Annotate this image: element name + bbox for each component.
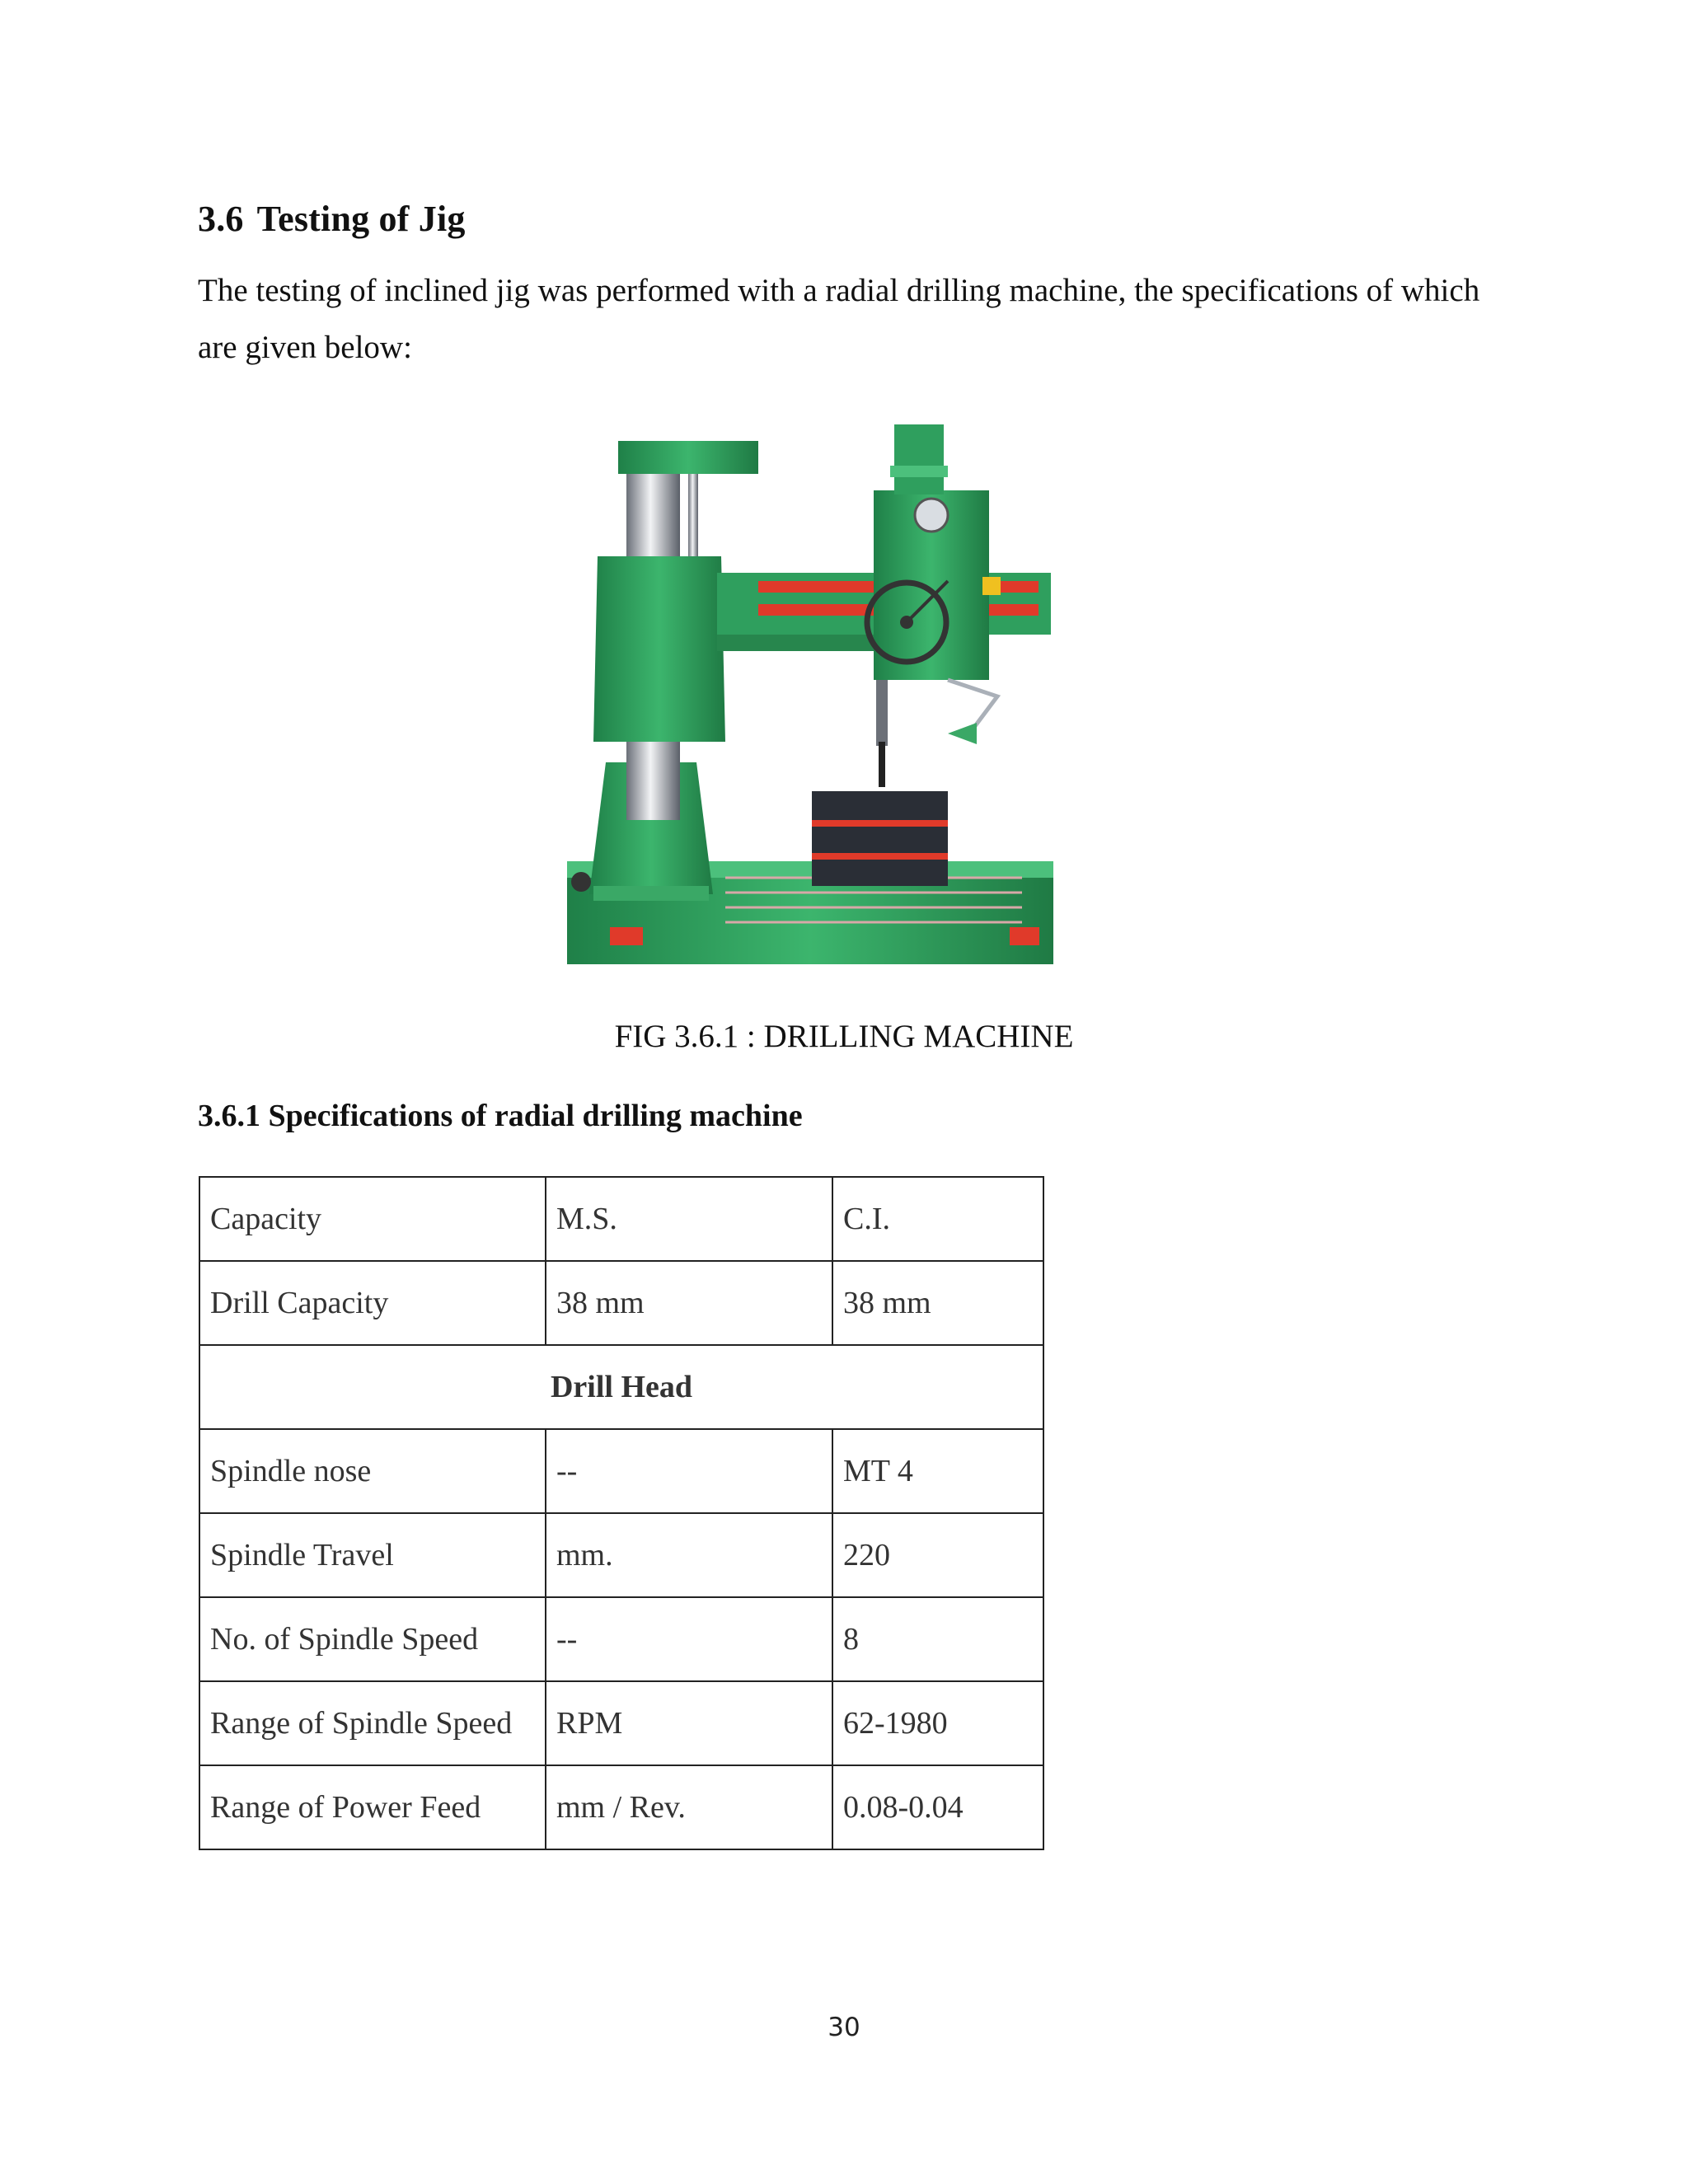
- figure-caption: FIG 3.6.1 : DRILLING MACHINE: [614, 1019, 1074, 1054]
- table-cell: M.S.: [546, 1177, 832, 1261]
- table-cell: 62-1980: [832, 1681, 1043, 1765]
- specifications-table: [199, 1176, 1044, 1850]
- drilling-machine-illustration: [560, 416, 1063, 977]
- table-cell: 0.08-0.04: [832, 1765, 1043, 1849]
- table-cell: Spindle Travel: [199, 1513, 546, 1597]
- table-section-header: Drill Head: [199, 1345, 1043, 1429]
- subsection-heading: 3.6.1 Specifications of radial drilling machine: [198, 1099, 803, 1133]
- table-cell: Spindle nose: [199, 1429, 546, 1513]
- table-row: [199, 1429, 1043, 1513]
- table-cell: No. of Spindle Speed: [199, 1597, 546, 1681]
- table-cell: mm.: [546, 1513, 832, 1597]
- table-cell: mm / Rev.: [546, 1765, 832, 1849]
- table-row: [199, 1765, 1043, 1849]
- table-cell: RPM: [546, 1681, 832, 1765]
- table-cell: --: [546, 1597, 832, 1681]
- section-number: 3.6: [198, 199, 244, 239]
- table-cell: Capacity: [199, 1177, 546, 1261]
- table-cell: 8: [832, 1597, 1043, 1681]
- table-section-row: [199, 1345, 1043, 1429]
- table-row: [199, 1681, 1043, 1765]
- table-cell: MT 4: [832, 1429, 1043, 1513]
- table-row: [199, 1261, 1043, 1345]
- table-cell: Range of Spindle Speed: [199, 1681, 546, 1765]
- table-cell: 220: [832, 1513, 1043, 1597]
- table-row: [199, 1513, 1043, 1597]
- intro-paragraph: The testing of inclined jig was performed with a radial drilling machine, the specifications of which are given below:: [198, 273, 1480, 365]
- table-cell: 38 mm: [546, 1261, 832, 1345]
- drilling-machine-figure: [560, 416, 1063, 977]
- table-row: [199, 1597, 1043, 1681]
- page-number: 30: [828, 2013, 860, 2042]
- table-cell: Drill Capacity: [199, 1261, 546, 1345]
- table-cell: C.I.: [832, 1177, 1043, 1261]
- table-cell: 38 mm: [832, 1261, 1043, 1345]
- table-row: [199, 1177, 1043, 1261]
- section-heading: [198, 198, 466, 240]
- section-title: Testing of Jig: [256, 199, 466, 239]
- table-cell: Range of Power Feed: [199, 1765, 546, 1849]
- table-cell: --: [546, 1429, 832, 1513]
